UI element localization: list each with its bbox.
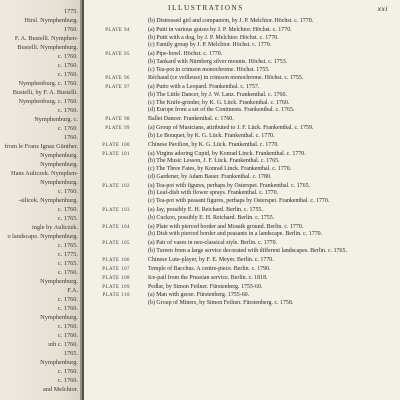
page-number: xxi: [377, 4, 388, 13]
plate-number: PLATE 98: [105, 117, 130, 123]
illustration-entry: [84, 142, 394, 150]
illustration-caption: (b) Leaf-dish with flower sprays. Frankenthal. c. 1770.: [148, 190, 279, 197]
illustration-caption: (b) Group of Miners, by Simon Feilner. Fürstenberg. c. 1758.: [148, 300, 294, 307]
left-page-line: c. 1760.: [57, 125, 78, 132]
left-page-line: Nymphenburg. c. 1760.: [18, 98, 78, 105]
left-page-line: c. 1760.: [57, 107, 78, 114]
left-page-line: c. 1765.: [57, 260, 78, 267]
illustration-caption: (d) Europe from a set of the Continents. Frankenthal. c. 1765.: [148, 107, 295, 114]
illustration-caption: (a) Jay, possibly E. H. Reichard. Berlin. c. 1755.: [148, 207, 263, 214]
left-page-line: Bustelli, by F. A. Bustelli.: [12, 89, 78, 96]
illustration-caption: (a) Man with geese. Fürstenberg. 1755-60.: [148, 292, 250, 299]
illustration-caption: (a) Group of Musicians, attributed to J. F. Lück. Frankenthal. c. 1759.: [148, 125, 314, 132]
left-page-line: and Melchior.: [43, 386, 78, 393]
illustration-caption: (b) Dish with pierced border and peasants in a landscape. Berlin. c. 1770.: [148, 231, 323, 238]
illustration-caption: (c) Family group by J. P. Melchior. Höchst. c. 1770.: [148, 42, 272, 49]
left-page-line: c. 1760.: [57, 368, 78, 375]
left-page-line: c. 1760.: [57, 323, 78, 330]
plate-number: PLATE 108: [102, 275, 130, 281]
illustration-entry: [84, 257, 394, 265]
plate-number: PLATE 101: [102, 151, 130, 157]
left-page-line: uth c. 1760.: [48, 341, 78, 348]
plate-number: PLATE 102: [102, 183, 130, 189]
illustration-caption: Ballet Dancer. Frankenthal. c. 1760.: [148, 116, 234, 123]
left-page-line: 1760.: [63, 134, 78, 141]
illustration-caption: Pedlar, by Simon Feilner. Fürstenberg. 1755-60.: [148, 283, 263, 290]
illustration-caption: (b) Distressed girl and companion, by J. P. Melchior. Höchst. c. 1770.: [148, 18, 314, 24]
illustration-entry: [84, 284, 394, 292]
illustration-caption: (b) Le Bouquet, by K. G. Lück. Frankenthal. c. 1770.: [148, 132, 275, 139]
left-page-line: ingle by Auliczek.: [32, 224, 78, 231]
illustration-entry: [84, 240, 394, 255]
illustration-caption: (c) Tea-pot in crimson monochrome. Höchst. 1755.: [148, 66, 270, 73]
illustration-caption: (b) Putti with a dog, by J. P. Melchior. Höchst. c. 1770.: [148, 34, 279, 41]
illustration-caption: (c) The Three Fates, by Konrad Linck. Frankenthal. c. 1770.: [148, 166, 292, 173]
plate-number: PLATE 99: [105, 126, 130, 132]
illustration-caption: (b) The Little Dancer, by J. W. Lanz. Frankenthal. c. 1760.: [148, 92, 287, 99]
left-page-line: Hirsl. Nymphenburg.: [24, 17, 78, 24]
plate-number: PLATE 107: [102, 266, 130, 272]
illustration-caption: (c) Tea-pot with peasant figures, perhaps by Osterspei. Frankenthal. c. 1770.: [148, 198, 330, 205]
illustration-caption: (a) Tea-pot with figures, perhaps by Osterspei. Frankenthal. c. 1765.: [148, 182, 311, 189]
left-page-line: Nymphenburg.: [40, 314, 78, 321]
left-page: [0, 0, 82, 400]
left-page-line: c. 1775.: [57, 251, 78, 258]
left-page-line: c. 1760.: [57, 62, 78, 69]
illustration-entry: [84, 18, 394, 26]
left-page-line: o landscape. Nymphenburg.: [7, 233, 78, 240]
left-page-line: c. 1760.: [57, 377, 78, 384]
left-page-line: Hans Auliczek. Nymphen-: [11, 170, 78, 177]
illustration-entry: [84, 75, 394, 83]
plate-number: PLATE 94: [105, 27, 130, 33]
left-page-line: Nymphenburg.: [40, 152, 78, 159]
left-page-line: -silicek. Nymphenburg.: [18, 197, 78, 204]
plate-number: PLATE 109: [102, 284, 130, 290]
left-page-line: from le Franz Ignaz Günther.: [4, 143, 78, 150]
left-page-line: c. 1760.: [57, 296, 78, 303]
illustration-caption: Temple of Bacchus. A centre-piece. Berlin. c. 1790.: [148, 265, 271, 272]
page-title: ILLUSTRATIONS: [168, 4, 244, 12]
illustration-entry: [84, 151, 394, 182]
left-page-line: 1765.: [63, 350, 78, 357]
illustration-caption: (a) Plate with pierced border and Mosaik ground. Berlin. c. 1770.: [148, 223, 304, 230]
illustration-caption: Ice-pail from the Prussian service. Berlin. c. 1818.: [148, 274, 268, 281]
illustration-entry: [84, 266, 394, 274]
left-page-line: c. 1760.: [57, 71, 78, 78]
left-page-line: Nymphenburg.: [40, 359, 78, 366]
illustration-caption: (b) The Music Lesson, J. F. Lück. Frankenthal. c. 1765.: [148, 158, 280, 165]
left-page-line: c. 1760.: [57, 53, 78, 60]
left-page-line: Nymphenburg.: [40, 278, 78, 285]
plate-number: PLATE 105: [102, 241, 130, 247]
illustration-entry: [84, 116, 394, 124]
illustration-entry: [84, 125, 394, 140]
page-header: [84, 4, 400, 16]
illustration-entry: [84, 224, 394, 239]
left-page-line: c. 1765.: [57, 215, 78, 222]
illustration-caption: (b) Cuckoo, possibly E. H. Reichard. Berlin. c. 1755.: [148, 214, 275, 221]
illustration-entry: [84, 275, 394, 283]
plate-number: PLATE 110: [102, 293, 130, 299]
plate-number: PLATE 95: [105, 52, 130, 58]
illustration-caption: (c) The Knife-grinder, by K. G. Lück. Frankenthal. c. 1760.: [148, 99, 290, 106]
left-page-line: Nymphenburg. c.: [34, 116, 78, 123]
illustration-caption: (a) Putti in various guises by J. P. Melchior. Höchst. c. 1770.: [148, 26, 292, 33]
right-page: [84, 0, 400, 400]
illustration-caption: Réchaud (ce veilleuse) in crimson monochrome. Höchst. c. 1755.: [148, 75, 304, 82]
illustration-caption: (a) Pipe-bowl. Höchst. c. 1770.: [148, 51, 223, 58]
illustration-caption: Chinese Lute-player, by F. E. Meyer. Berlin. c. 1770.: [148, 256, 274, 263]
left-page-line: c. 1760.: [57, 188, 78, 195]
left-page-line: 1760.: [63, 26, 78, 33]
left-page-line: c. 1760.: [57, 305, 78, 312]
illustration-list: [84, 18, 394, 309]
illustration-caption: (d) Gardener, by Adam Bauer. Frankenthal. c. 1780.: [148, 173, 272, 180]
plate-number: PLATE 97: [105, 85, 130, 91]
left-page-line: Bustelli. Nymphenburg.: [17, 44, 78, 51]
left-page-line: F. A. Bustelli. Nymphen-: [14, 35, 78, 42]
illustration-caption: Chinese Pavilion, by K. G. Lück. Frankenthal. c. 1770.: [148, 141, 279, 148]
plate-number: PLATE 96: [105, 76, 130, 82]
plate-number: PLATE 106: [102, 257, 130, 263]
illustration-entry: [84, 51, 394, 74]
left-page-line: c. 1760.: [57, 269, 78, 276]
illustration-entry: [84, 292, 394, 307]
illustration-caption: (a) Virgins adoring Cupid, by Konrad Linck. Frankenthal. c. 1770.: [148, 150, 306, 157]
left-page-line: Nymphenburg.: [40, 161, 78, 168]
plate-number: PLATE 103: [102, 208, 130, 214]
plate-number: PLATE 104: [102, 224, 130, 230]
illustration-entry: [84, 207, 394, 222]
illustration-entry: [84, 183, 394, 206]
illustration-entry: [84, 27, 394, 50]
left-page-line: c. 1760.: [57, 332, 78, 339]
left-page-line: c. 1760.: [57, 206, 78, 213]
plate-number: PLATE 100: [102, 142, 130, 148]
illustration-caption: (a) Putto with a Leopard. Frankenthal. c. 1757.: [148, 84, 260, 91]
left-page-line: Nymphenburg. c. 1760.: [18, 80, 78, 87]
illustration-entry: [84, 84, 394, 115]
illustration-caption: (b) Tureen from a large service decorated with different landscapes. Berlin. c. 1765.: [148, 247, 347, 254]
left-page-line: 1775.: [63, 8, 78, 15]
left-page-line: c. 1765.: [57, 242, 78, 249]
left-page-line: F.A.: [67, 287, 78, 294]
illustration-caption: (b) Tankard with Nürnberg silver mounts. Höchst. c. 1753.: [148, 58, 288, 65]
illustration-caption: (a) Pair of vases in neo-classical style. Berlin. c. 1770.: [148, 240, 278, 247]
left-page-line: Nymphenburg.: [40, 179, 78, 186]
